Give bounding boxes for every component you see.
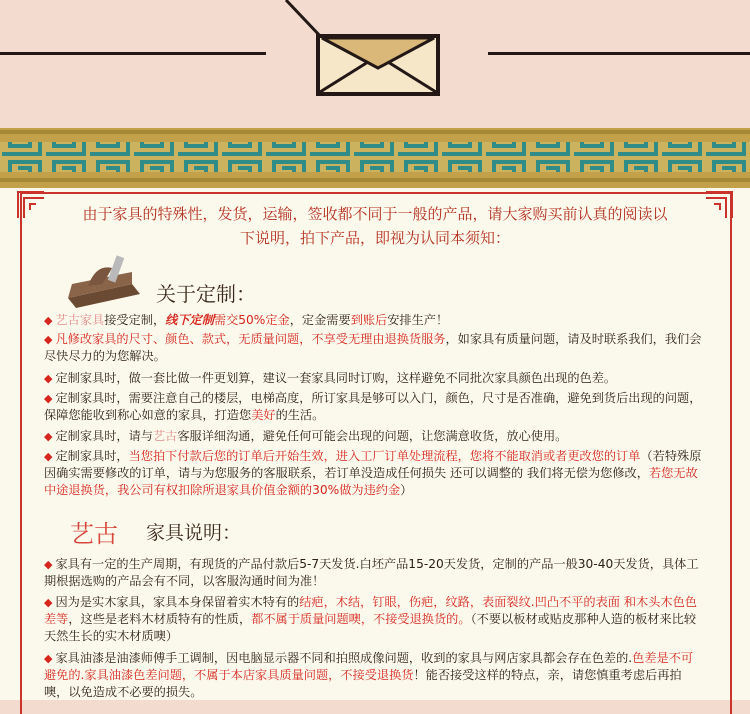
diamond-bullet-icon: ◆ [44, 558, 53, 571]
text-span: 家具油漆是油漆师傅手工调制，因电脑显示器不同和拍照成像问题，收到的家具与网店家具都会存在色差的. [55, 651, 633, 665]
text-span: 家具有一定的生产周期，有现货的产品付款后5-7天发货.白坯产品15-20天发货，定制的产品一般30-40天发货，具体工期根据选购的产品会有不同，以客服沟通时间为准！ [44, 557, 699, 588]
corner-ornament-left [14, 188, 48, 222]
highlight-span: 都不属于质量问题噢，不接受退换货的。 [251, 612, 471, 626]
desc-item-2 [44, 594, 704, 645]
custom-item-6 [44, 448, 704, 499]
brand-title: 艺古 [70, 520, 118, 548]
text-span: ） [400, 483, 413, 497]
text-span: 定制家具时， [55, 449, 129, 463]
text-span: ，如家具有质量问题，请及时联系我们，我们会尽快尽力的为您解决。 [44, 332, 702, 363]
custom-item-5 [44, 428, 704, 445]
text-span: 定制家具时，请与 [55, 429, 153, 443]
diamond-bullet-icon: ◆ [44, 333, 53, 346]
intro-line-1: 由于家具的特殊性，发货，运输，签收都不同于一般的产品，请大家购买前认真的阅读以 [82, 205, 668, 223]
highlight-span: 若您无故中途退换货，我公司有权扣除所退家具价值金额的30%做为违约金 [44, 466, 698, 497]
intro-text [50, 202, 700, 250]
envelope-icon [316, 34, 440, 96]
highlight-span: 当您拍下付款后您的订单后开始生效，进入工厂订单处理流程，您将不能取消或者更改您的订单 [128, 449, 641, 463]
highlight-span: 需交50%定金 [213, 313, 290, 327]
desc-item-3 [44, 650, 704, 701]
diamond-bullet-icon: ◆ [44, 392, 53, 405]
wood-plane-icon [62, 254, 146, 310]
diamond-bullet-icon: ◆ [44, 430, 53, 443]
desc-item-1 [44, 556, 704, 590]
highlight-span: 结疤，木结，钉眼，伤疤，纹路，表面裂纹.凹凸不平的表面 和木头木色色差等 [44, 595, 697, 626]
brand-inline: 艺古 [152, 429, 178, 443]
diamond-bullet-icon: ◆ [44, 450, 53, 463]
text-span: 的生活。 [275, 408, 325, 422]
text-span: 定制家具时，需要注意自己的楼层，电梯高度，所订家具是够可以入门，颜色，尺寸是否准确，避免到货后出现的问题，保障您能收到称心如意的家具，打造您 [44, 391, 702, 422]
highlight-span: 美好 [251, 408, 276, 422]
highlight-span: 色差是不可避免的.家具油漆色差问题，不属于本店家具质量问题，不接受退换货 [44, 651, 694, 682]
intro-line-2: 下说明，拍下产品，即视为认同本须知： [239, 229, 510, 247]
custom-item-4 [44, 390, 704, 424]
text-span: （若特殊原因确实需要修改的订单，请与为您服务的客服联系，若订单没造成任何损失 还可以调整的 我们将无偿为您修改， [44, 449, 702, 480]
text-span: 定制家具时，做一套比做一件更划算，建议一套家具同时订购，这样避免不同批次家具颜色出现的色差。 [55, 371, 617, 385]
text-span: 因为是实木家具，家具本身保留着实木特有的 [55, 595, 300, 609]
diamond-bullet-icon: ◆ [44, 372, 53, 385]
text-span: 接受定制， [104, 313, 166, 327]
diamond-bullet-icon: ◆ [44, 314, 53, 327]
text-span: ！能否接受这样的特点，亲，请您慎重考虑后再拍噢，以免造成不必要的损失。 [44, 668, 682, 699]
text-span: 客服详细沟通，避免任何可能会出现的问题，让您满意收货，放心使用。 [177, 429, 568, 443]
text-span: 安排生产！ [387, 313, 449, 327]
custom-item-1 [44, 312, 704, 329]
decorative-border [0, 128, 750, 188]
highlight-span: 线下定制 [165, 313, 214, 327]
header-rule-left [0, 52, 266, 55]
diamond-bullet-icon: ◆ [44, 596, 53, 609]
brand-subtitle: 家具说明： [146, 522, 242, 544]
highlight-span: 凡修改家具的尺寸、颜色、款式，无质量问题，不享受无理由退换货服务 [55, 332, 446, 346]
custom-section-title: 关于定制： [156, 282, 256, 306]
brand-inline: 艺古家具 [55, 313, 105, 327]
corner-ornament-right [702, 188, 736, 222]
header-rule-right [488, 52, 750, 55]
diamond-bullet-icon: ◆ [44, 652, 53, 665]
highlight-span: 到账后 [350, 313, 388, 327]
header-banner [0, 0, 750, 128]
custom-item-3 [44, 370, 704, 387]
custom-item-2 [44, 331, 704, 365]
text-span: ，这些是老料木材质特有的性质， [68, 612, 252, 626]
notice-panel [0, 188, 750, 700]
text-span: （不要以板材或贴皮那种人造的板材来比较天然生长的实木材质噢） [44, 612, 697, 643]
text-span: ，定金需要 [289, 313, 351, 327]
